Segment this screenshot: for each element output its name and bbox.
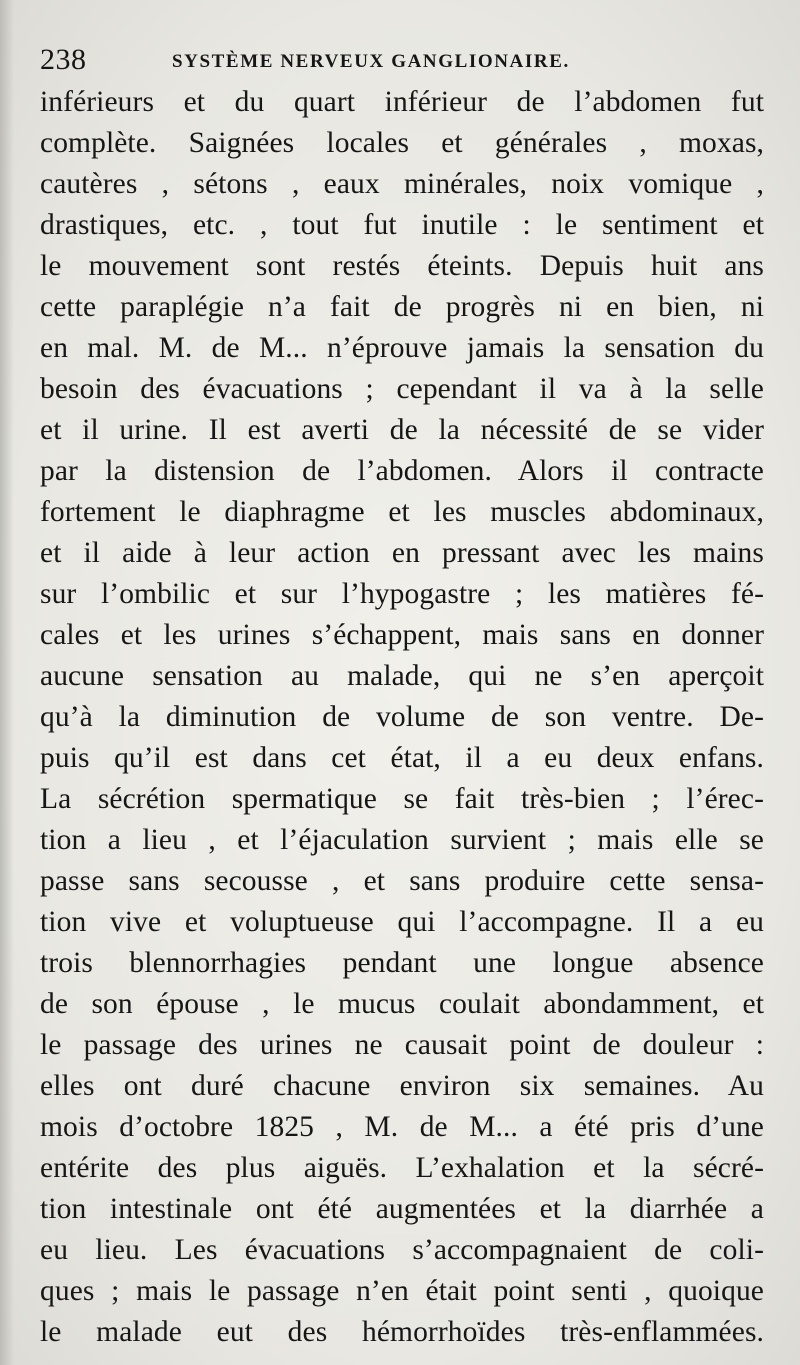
text-line: par la distension de l’abdomen. Alors il contracte [40,455,764,487]
text-line: et il urine. Il est averti de la nécessité de se vider [40,414,764,446]
text-line: tion a lieu , et l’éjaculation survient ; mais elle se [40,824,764,856]
text-line: eu lieu. Les évacuations s’accompagnaient de coli- [40,1234,764,1266]
text-line: fortement le diaphragme et les muscles abdominaux, [40,496,764,528]
text-line: le malade eut des hémorrhoïdes très-enflammées. [40,1316,764,1348]
page-edge-shadow [0,0,14,1365]
text-line: puis qu’il est dans cet état, il a eu deux enfans. [40,742,764,774]
text-line: tion intestinale ont été augmentées et la diarrhée a [40,1193,764,1225]
text-line: le passage des urines ne causait point de douleur : [40,1029,764,1061]
text-line: cales et les urines s’échappent, mais sans en donner [40,619,764,651]
text-line: elles ont duré chacune environ six semaines. Au [40,1070,764,1102]
text-line: et il aide à leur action en pressant avec les mains [40,537,764,569]
text-line: complète. Saignées locales et générales , moxas, [40,127,764,159]
text-line: trois blennorrhagies pendant une longue absence [40,947,764,979]
text-line: inférieurs et du quart inférieur de l’abdomen fut [40,86,764,118]
text-line: sur l’ombilic et sur l’hypogastre ; les matières fé- [40,578,764,610]
text-line: cautères , sétons , eaux minérales, noix vomique , [40,168,764,200]
text-line: La sécrétion spermatique se fait très-bien ; l’érec- [40,783,764,815]
running-head: SYSTÈME NERVEUX GANGLIONAIRE. [172,51,570,72]
page-number: 238 [40,43,87,76]
text-line: aucune sensation au malade, qui ne s’en aperçoit [40,660,764,692]
text-line: passe sans secousse , et sans produire cette sensa- [40,865,764,897]
text-line: entérite des plus aiguës. L’exhalation et la sécré- [40,1152,764,1184]
text-line: ques ; mais le passage n’en était point senti , quoique [40,1275,764,1307]
text-line: de son épouse , le mucus coulait abondamment, et [40,988,764,1020]
text-line: le mouvement sont restés éteints. Depuis huit ans [40,250,764,282]
text-line: cette paraplégie n’a fait de progrès ni en bien, ni [40,291,764,323]
text-line: qu’à la diminution de volume de son ventre. De- [40,701,764,733]
page-header [40,42,760,82]
text-line: en mal. M. de M... n’éprouve jamais la sensation du [40,332,764,364]
text-line: mois d’octobre 1825 , M. de M... a été pris d’une [40,1111,764,1143]
text-line: tion vive et voluptueuse qui l’accompagne. Il a eu [40,906,764,938]
text-line: besoin des évacuations ; cependant il va à la selle [40,373,764,405]
body-text [40,82,764,1353]
text-line: drastiques, etc. , tout fut inutile : le sentiment et [40,209,764,241]
